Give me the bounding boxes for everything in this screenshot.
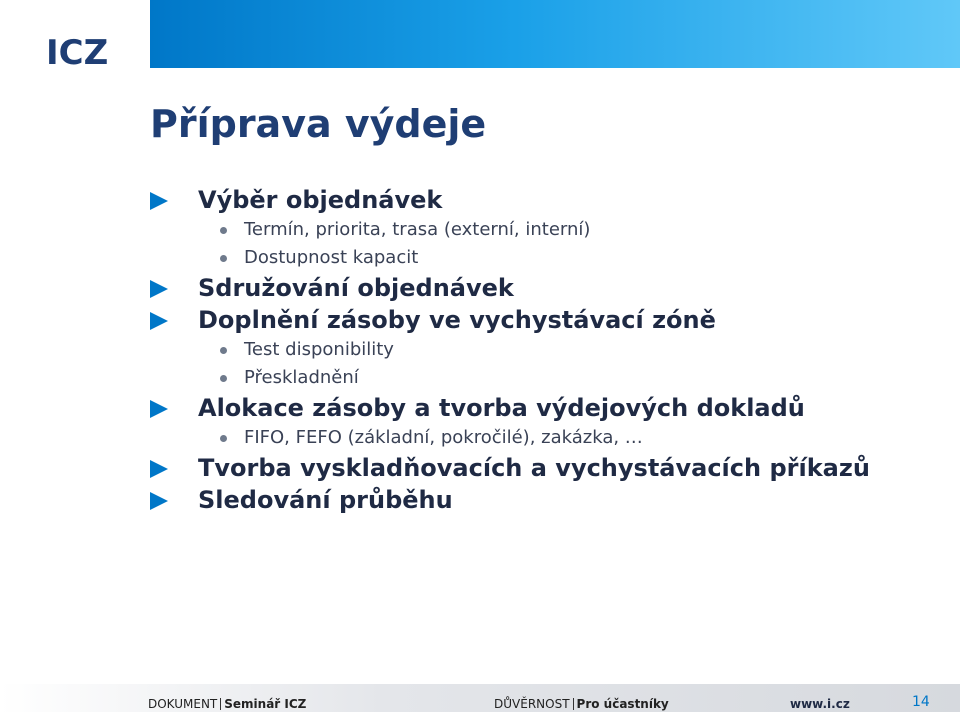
page-number: 14 bbox=[912, 694, 930, 710]
icz-logo: ICZ bbox=[46, 33, 109, 73]
bullet-item: Alokace zásoby a tvorba výdejových dokladů bbox=[150, 394, 930, 422]
triangle-bullet-icon bbox=[150, 492, 168, 510]
dot-bullet-icon bbox=[220, 435, 227, 442]
bullet-item: Sledování průběhu bbox=[150, 486, 930, 514]
triangle-bullet-icon bbox=[150, 280, 168, 298]
dot-bullet-icon bbox=[220, 255, 227, 262]
footer-url[interactable]: www.i.cz bbox=[790, 697, 850, 711]
sub-bullet-item: FIFO, FEFO (základní, pokročilé), zakázka, … bbox=[150, 426, 930, 450]
bullet-list bbox=[150, 186, 930, 518]
footer-confidentiality: DŮVĚRNOST Pro účastníky bbox=[494, 697, 669, 711]
sub-bullet-item: Přeskladnění bbox=[150, 366, 930, 390]
bullet-item: Tvorba vyskladňovacích a vychystávacích příkazů bbox=[150, 454, 930, 482]
bullet-item: Doplnění zásoby ve vychystávací zóně bbox=[150, 306, 930, 334]
dot-bullet-icon bbox=[220, 227, 227, 234]
bullet-item: Výběr objednávek bbox=[150, 186, 930, 214]
triangle-bullet-icon bbox=[150, 460, 168, 478]
triangle-bullet-icon bbox=[150, 312, 168, 330]
dot-bullet-icon bbox=[220, 375, 227, 382]
sub-bullet-item: Dostupnost kapacit bbox=[150, 246, 930, 270]
sub-bullet-item: Test disponibility bbox=[150, 338, 930, 362]
dot-bullet-icon bbox=[220, 347, 227, 354]
bullet-item: Sdružování objednávek bbox=[150, 274, 930, 302]
logo-area bbox=[0, 0, 150, 73]
footer-document: DOKUMENT Seminář ICZ bbox=[148, 697, 307, 711]
sub-bullet-item: Termín, priorita, trasa (externí, interní) bbox=[150, 218, 930, 242]
triangle-bullet-icon bbox=[150, 192, 168, 210]
slide-title: Příprava výdeje bbox=[150, 102, 487, 146]
triangle-bullet-icon bbox=[150, 400, 168, 418]
header-banner bbox=[150, 0, 960, 68]
